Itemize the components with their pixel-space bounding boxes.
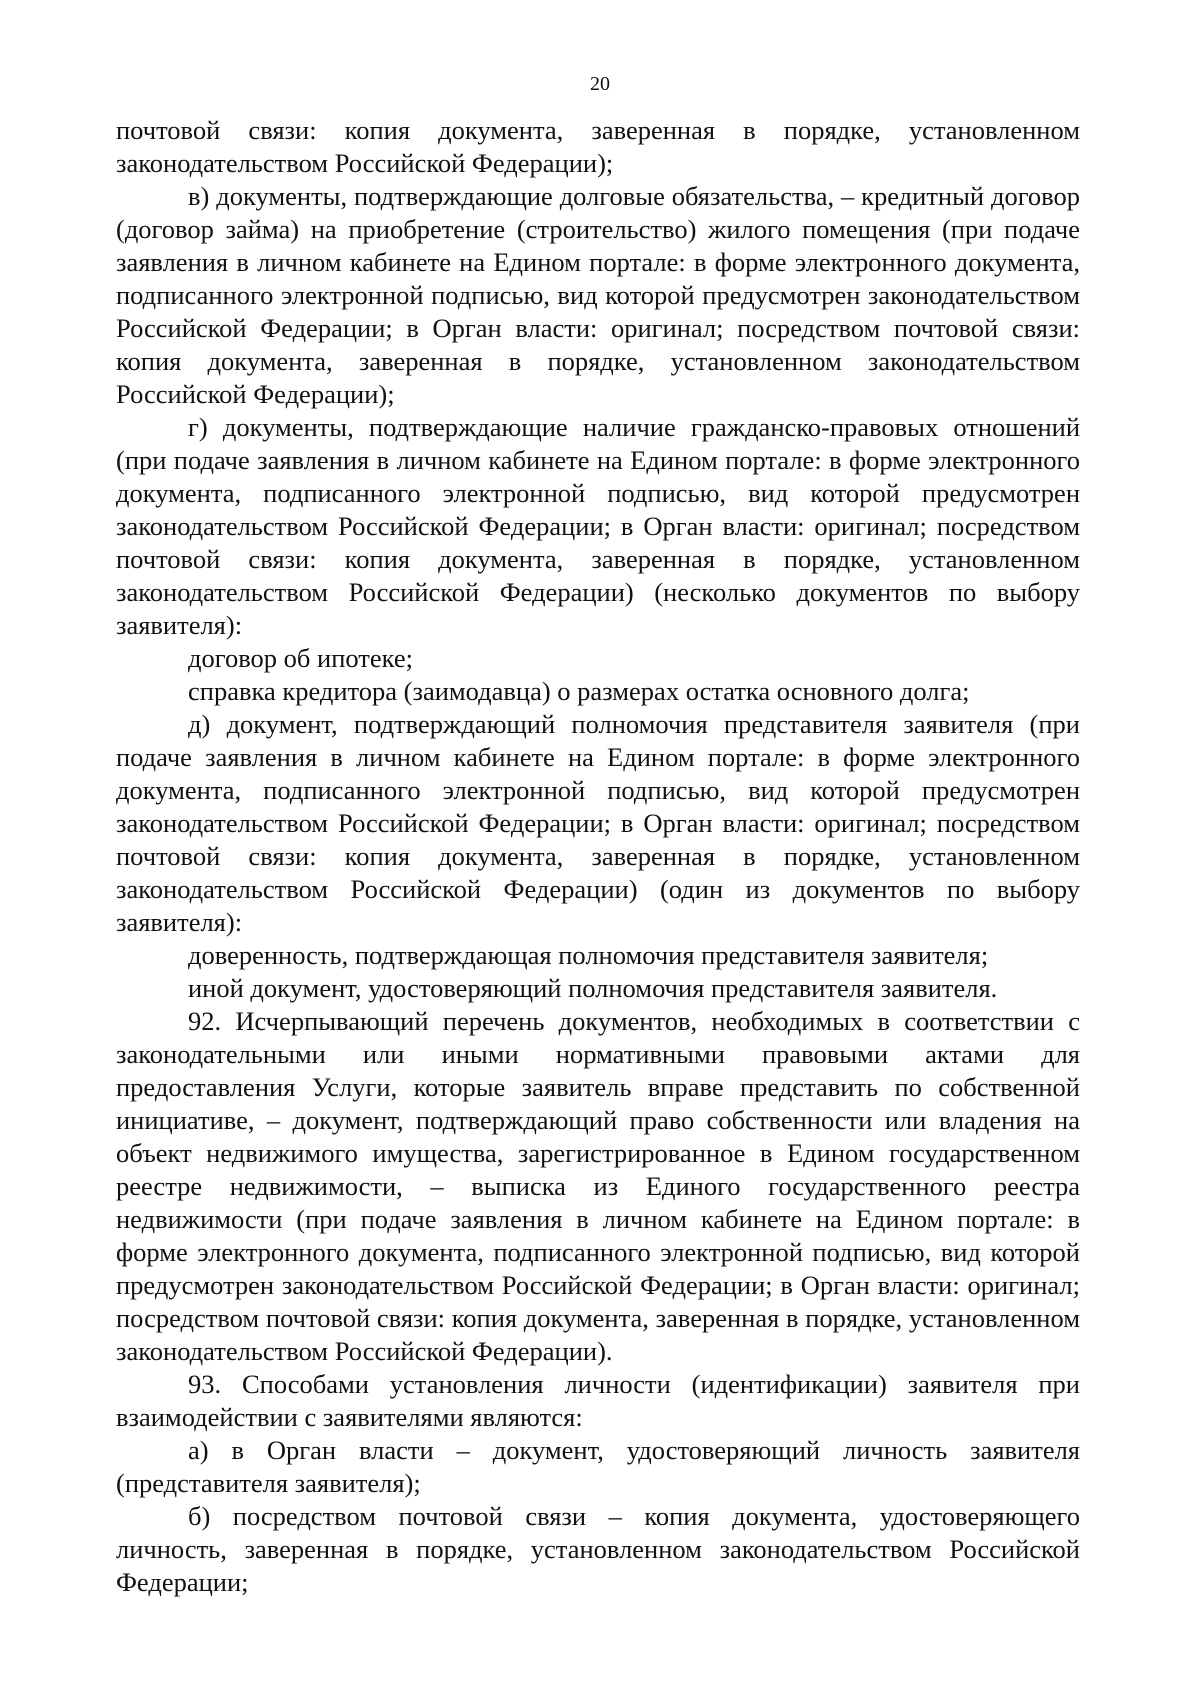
page-number: 20: [590, 73, 610, 95]
list-item-other-document: иной документ, удостоверяющий полномочия представителя заявителя.: [188, 973, 998, 1003]
paragraph-item-g: г) документы, подтверждающие наличие гражданско-правовых отношений (при подаче заявления в личном кабинете на Едином портале: в форме электронного документа, подписанного электронной подписью, вид которой предусмотрен законодательством Российской Федерации; в Орган власти: оригинал; посредством почтовой связи: копия документа, заверенная в порядке, установленном законодательством Российской Федерации) (несколько документов по выбору заявителя):: [116, 412, 1080, 640]
paragraph: почтовой связи: копия документа, заверенная в порядке, установленном законодательством Российской Федерации);: [116, 115, 1080, 178]
paragraph-93: 93. Способами установления личности (идентификации) заявителя при взаимодействии с заявителями являются:: [116, 1369, 1080, 1432]
paragraph-item-v: в) документы, подтверждающие долговые обязательства, – кредитный договор (договор займа) на приобретение (строительство) жилого помещения (при подаче заявления в личном кабинете на Едином портале: в форме электронного документа, подписанного электронной подписью, вид которой предусмотрен законодательством Российской Федерации; в Орган власти: оригинал; посредством почтовой связи: копия документа, заверенная в порядке, установленном законодательством Российской Федерации);: [116, 181, 1080, 409]
list-item-creditor-certificate: справка кредитора (заимодавца) о размерах остатка основного долга;: [188, 676, 970, 706]
document-body: [116, 114, 1080, 1599]
list-item-power-of-attorney: доверенность, подтверждающая полномочия представителя заявителя;: [188, 940, 989, 970]
paragraph-93-b: б) посредством почтовой связи – копия документа, удостоверяющего личность, заверенная в порядке, установленном законодательством Российской Федерации;: [116, 1501, 1080, 1597]
paragraph-item-d: д) документ, подтверждающий полномочия представителя заявителя (при подаче заявления в личном кабинете на Едином портале: в форме электронного документа, подписанного электронной подписью, вид которой предусмотрен законодательством Российской Федерации; в Орган власти: оригинал; посредством почтовой связи: копия документа, заверенная в порядке, установленном законодательством Российской Федерации) (один из документов по выбору заявителя):: [116, 709, 1080, 937]
paragraph-93-a: а) в Орган власти – документ, удостоверяющий личность заявителя (представителя заявителя);: [116, 1435, 1080, 1498]
list-item-mortgage-agreement: договор об ипотеке;: [188, 643, 413, 673]
paragraph-92: 92. Исчерпывающий перечень документов, необходимых в соответствии с законодательными или иными нормативными правовыми актами для предоставления Услуги, которые заявитель вправе представить по собственной инициативе, – документ, подтверждающий право собственности или владения на объект недвижимого имущества, зарегистрированное в Едином государственном реестре недвижимости, – выписка из Единого государственного реестра недвижимости (при подаче заявления в личном кабинете на Едином портале: в форме электронного документа, подписанного электронной подписью, вид которой предусмотрен законодательством Российской Федерации; в Орган власти: оригинал; посредством почтовой связи: копия документа, заверенная в порядке, установленном законодательством Российской Федерации).: [116, 1006, 1080, 1366]
